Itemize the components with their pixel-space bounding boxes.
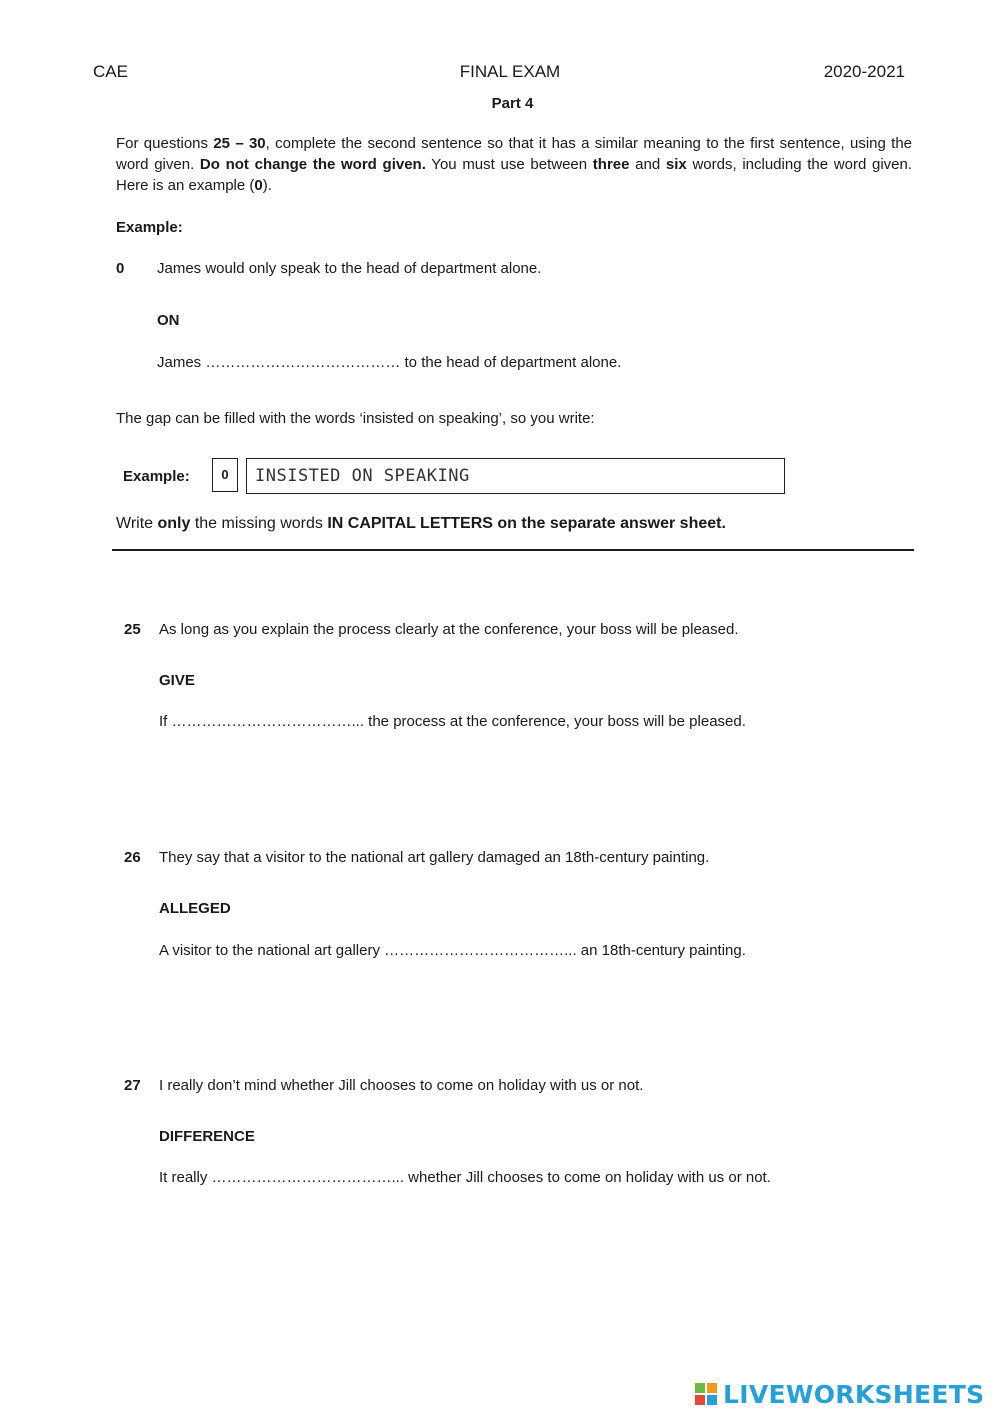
instructions-text: and <box>629 156 666 173</box>
question-sentence-26: They say that a visitor to the national art gallery damaged an 18th-century painting. <box>159 849 710 866</box>
instructions-emphasis: six <box>665 156 687 173</box>
instructions-emphasis: Do not change the word given. <box>199 156 426 173</box>
note-emphasis: only <box>157 515 191 532</box>
liveworksheets-logo[interactable] <box>695 1380 984 1409</box>
question-keyword-25: GIVE <box>159 672 195 689</box>
question-number-27: 27 <box>124 1077 141 1094</box>
question-range: 25 – 30 <box>213 135 266 152</box>
example-keyword: ON <box>157 312 180 329</box>
instructions-emphasis: three <box>592 156 630 173</box>
section-divider <box>112 549 914 551</box>
example-heading: Example: <box>116 219 183 236</box>
liveworksheets-logo-icon <box>695 1383 719 1407</box>
question-number-26: 26 <box>124 849 141 866</box>
instructions-text: For questions <box>116 135 214 152</box>
example-gap-sentence: James ………………………………… to the head of department alone. <box>157 354 622 371</box>
question-keyword-27: DIFFERENCE <box>159 1128 255 1145</box>
header-title: FINAL EXAM <box>459 62 561 81</box>
example-answer-number-box: 0 <box>212 458 238 492</box>
example-explanation: The gap can be filled with the words ‘insisted on speaking’, so you write: <box>116 410 595 427</box>
example-answer-label: Example: <box>123 468 190 485</box>
example-number: 0 <box>116 260 125 277</box>
header-year: 2020-2021 <box>823 62 905 81</box>
example-sentence: James would only speak to the head of department alone. <box>157 260 542 277</box>
note-emphasis: IN CAPITAL LETTERS on the separate answer sheet. <box>327 515 726 532</box>
instructions-text: , complete the second sentence so that it has a similar meaning to the first sentence, using the word given. <box>116 135 913 173</box>
instructions-text: words, including the word given. Here is an example ( <box>116 156 913 194</box>
question-gap-sentence-25[interactable]: If ………………………………... the process at the conference, your boss will be pleased. <box>159 713 746 730</box>
part-title: Part 4 <box>491 95 534 112</box>
header-course: CAE <box>93 62 128 81</box>
question-number-25: 25 <box>124 621 141 638</box>
capital-letters-note <box>116 515 726 533</box>
brand-name: LIVEWORKSHEETS <box>723 1380 985 1409</box>
question-sentence-25: As long as you explain the process clearly at the conference, your boss will be pleased. <box>159 621 739 638</box>
instructions-text: You must use between <box>425 156 593 173</box>
instructions-text: ). <box>262 177 272 194</box>
question-gap-sentence-26[interactable]: A visitor to the national art gallery ………………………………... an 18th-century painting. <box>159 942 746 959</box>
question-keyword-26: ALLEGED <box>159 900 231 917</box>
question-sentence-27: I really don’t mind whether Jill chooses to come on holiday with us or not. <box>159 1077 644 1094</box>
example-answer-box: INSISTED ON SPEAKING <box>246 458 785 494</box>
instructions <box>116 133 912 196</box>
question-gap-sentence-27[interactable]: It really ………………………………... whether Jill chooses to come on holiday with us or not. <box>159 1169 771 1186</box>
note-text: Write <box>116 515 158 532</box>
instructions-emphasis: 0 <box>254 177 263 194</box>
note-text: the missing words <box>190 515 328 532</box>
